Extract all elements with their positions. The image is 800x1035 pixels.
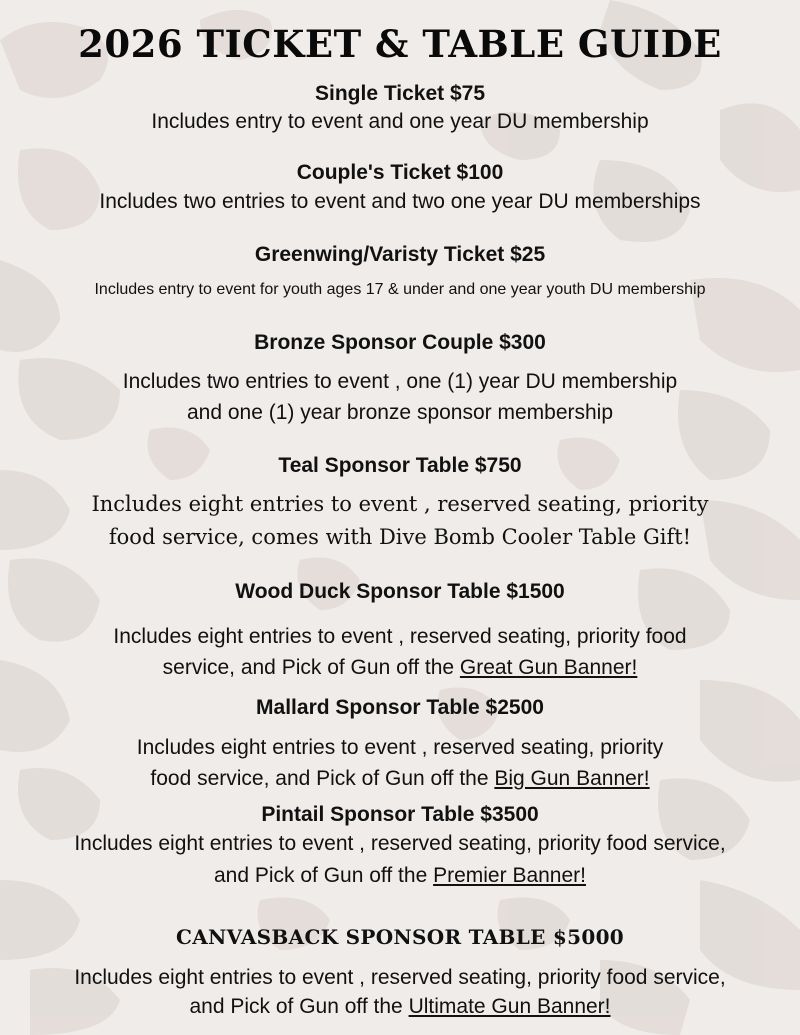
item-desc-wood-duck-2 bbox=[0, 652, 800, 683]
item-desc-mallard-text: food service, and Pick of Gun off the bbox=[150, 767, 495, 790]
item-heading-teal: Teal Sponsor Table $750 bbox=[278, 454, 522, 477]
item-desc-canvasback-1: Includes eight entries to event , reserved seating, priority food service, bbox=[74, 966, 726, 989]
item-heading-canvasback: CANVASBACK SPONSOR TABLE $5000 bbox=[175, 925, 625, 949]
item-desc-pintail-1: Includes eight entries to event , reserved seating, priority food service, bbox=[74, 832, 726, 855]
item-heading-couple: Couple's Ticket $100 bbox=[296, 161, 504, 184]
item-heading-bronze: Bronze Sponsor Couple $300 bbox=[254, 331, 546, 354]
item-desc-bronze-1: Includes two entries to event , one (1) year DU membership bbox=[122, 370, 678, 393]
page-title: 2026 TICKET & TABLE GUIDE bbox=[78, 22, 722, 66]
item-desc-wood-duck-1: Includes eight entries to event , reserved seating, priority food bbox=[113, 625, 687, 648]
item-desc-canvasback-text: and Pick of Gun off the bbox=[189, 995, 409, 1018]
big-gun-banner-link[interactable]: Big Gun Banner! bbox=[494, 767, 650, 790]
item-desc-canvasback-2 bbox=[0, 991, 800, 1022]
item-heading-pintail: Pintail Sponsor Table $3500 bbox=[261, 803, 539, 826]
item-desc-single: Includes entry to event and one year DU membership bbox=[151, 110, 649, 133]
item-heading-wood-duck: Wood Duck Sponsor Table $1500 bbox=[235, 580, 565, 603]
item-desc-bronze-2: and one (1) year bronze sponsor membership bbox=[186, 401, 614, 424]
item-desc-teal-2: food service, comes with Dive Bomb Cooler Table Gift! bbox=[108, 525, 692, 549]
premier-banner-link[interactable]: Premier Banner! bbox=[433, 864, 586, 887]
item-desc-couple: Includes two entries to event and two one year DU memberships bbox=[99, 190, 701, 213]
item-heading-mallard: Mallard Sponsor Table $2500 bbox=[256, 696, 544, 719]
item-desc-greenwing: Includes entry to event for youth ages 17 & under and one year youth DU membership bbox=[94, 281, 706, 298]
item-desc-teal-1: Includes eight entries to event , reserved seating, priority bbox=[91, 492, 709, 516]
item-desc-pintail-2 bbox=[0, 860, 800, 891]
item-desc-mallard-1: Includes eight entries to event , reserved seating, priority bbox=[136, 736, 664, 759]
item-heading-greenwing: Greenwing/Varisty Ticket $25 bbox=[254, 243, 546, 266]
item-desc-wood-duck-text: service, and Pick of Gun off the bbox=[162, 656, 460, 679]
item-desc-mallard-2 bbox=[0, 763, 800, 794]
ultimate-gun-banner-link[interactable]: Ultimate Gun Banner! bbox=[408, 995, 611, 1018]
great-gun-banner-link[interactable]: Great Gun Banner! bbox=[459, 656, 638, 679]
item-heading-single: Single Ticket $75 bbox=[314, 82, 486, 105]
item-desc-pintail-text: and Pick of Gun off the bbox=[214, 864, 434, 887]
